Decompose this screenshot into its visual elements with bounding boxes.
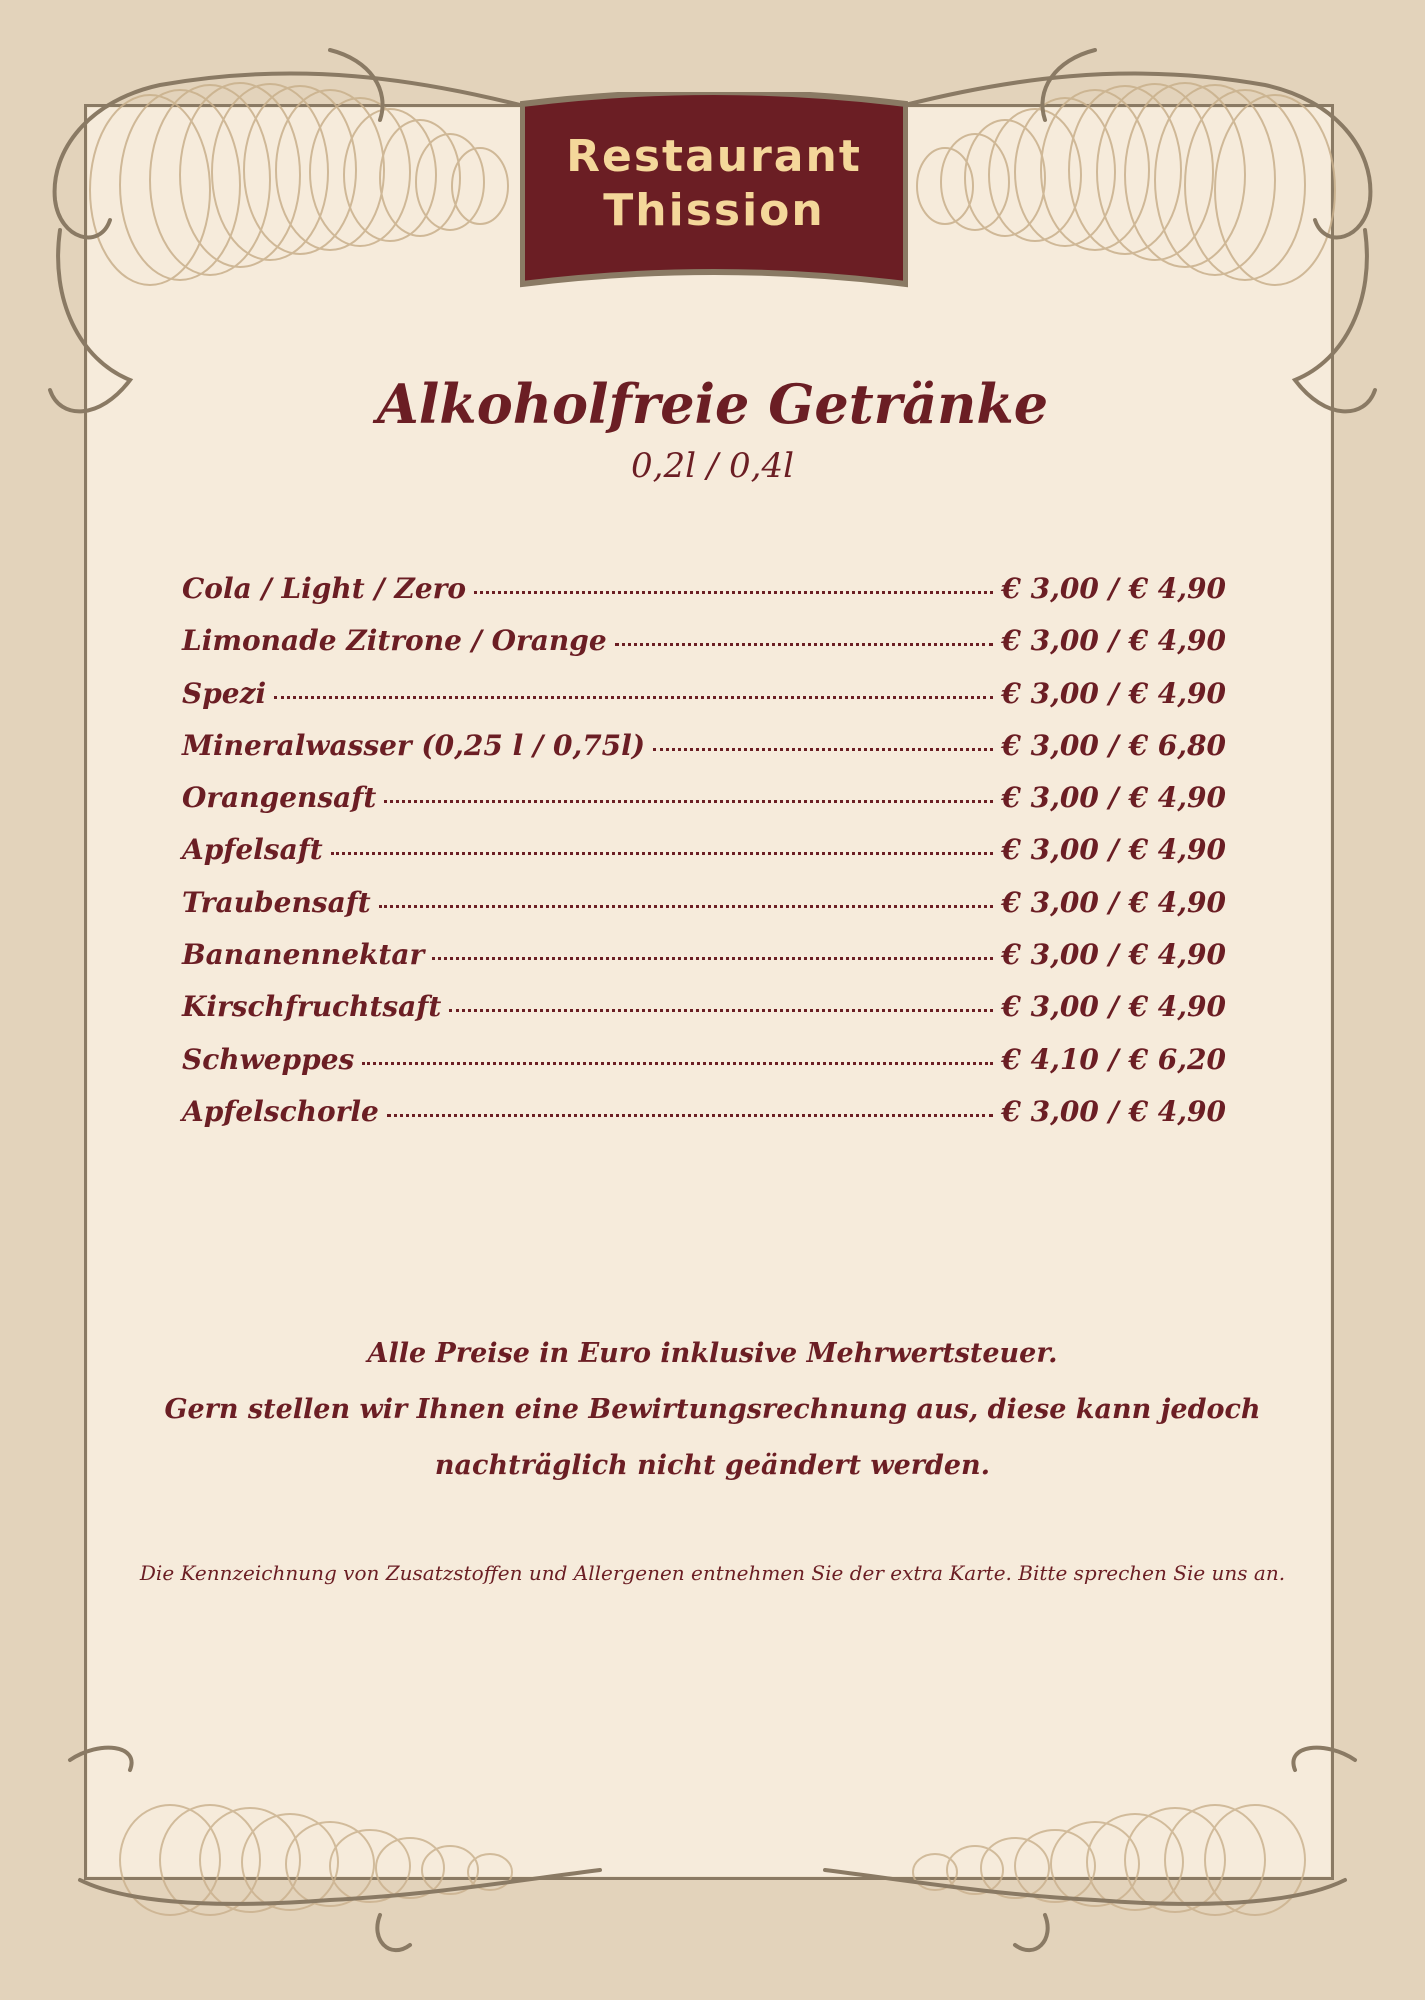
menu-item [182,729,1226,781]
item-price: € 4,10 / € 6,20 [1001,1042,1226,1076]
item-name: Schweppes [182,1042,355,1076]
dot-leader [274,696,993,699]
menu-item [182,990,1226,1042]
menu-item [182,886,1226,938]
item-name: Traubensaft [182,885,371,919]
dot-leader [384,800,993,803]
restaurant-logo [520,130,908,238]
allergen-note: Die Kennzeichnung von Zusatzstoffen und Allergenen entnehmen Sie der extra Karte. Bitte sprechen Sie uns an. [139,1561,1286,1585]
dot-leader [387,1114,994,1117]
menu-sizes: 0,2l / 0,4l [631,446,794,486]
menu-title: Alkoholfreie Getränke [376,372,1049,436]
dot-leader [379,905,994,908]
menu-item [182,1095,1226,1147]
item-price: € 3,00 / € 4,90 [1001,885,1226,919]
item-name: Bananennektar [182,938,425,972]
dot-leader [362,1062,993,1065]
item-price: € 3,00 / € 4,90 [1001,990,1226,1024]
dot-leader [474,591,993,594]
menu-item [182,833,1226,885]
dot-leader [331,852,994,855]
menu-item [182,677,1226,729]
item-name: Apfelsaft [182,833,323,867]
dot-leader [653,748,993,751]
item-price: € 3,00 / € 4,90 [1001,624,1226,658]
item-name: Orangensaft [182,781,377,815]
menu-item [182,938,1226,990]
item-price: € 3,00 / € 4,90 [1001,833,1226,867]
item-name: Mineralwasser (0,25 l / 0,75l) [182,728,646,762]
menu-item [182,781,1226,833]
price-info-line1: Alle Preise in Euro inklusive Mehrwertsteuer. [367,1338,1058,1369]
item-price: € 3,00 / € 6,80 [1001,728,1226,762]
price-info-line3: nachträglich nicht geändert werden. [434,1450,991,1481]
price-info-line2: Gern stellen wir Ihnen eine Bewirtungsrechnung aus, diese kann jedoch [164,1394,1261,1425]
dot-leader [432,957,993,960]
item-name: Kirschfruchtsaft [182,990,442,1024]
price-info [0,1326,1425,1494]
item-name: Cola / Light / Zero [182,572,467,605]
item-price: € 3,00 / € 4,90 [1001,676,1226,710]
item-name: Apfelschorle [182,1094,379,1128]
restaurant-name-line1: Restaurant [566,131,862,182]
item-price: € 3,00 / € 4,90 [1001,938,1226,972]
item-name: Spezi [182,676,267,710]
drinks-list [182,572,1226,1147]
menu-item [182,624,1226,676]
item-price: € 3,00 / € 4,90 [1001,1094,1226,1128]
menu-item [182,1043,1226,1095]
menu-item [182,572,1226,624]
item-price: € 3,00 / € 4,90 [1001,781,1226,815]
item-price: € 3,00 / € 4,90 [1001,572,1226,605]
dot-leader [449,1009,993,1012]
item-name: Limonade Zitrone / Orange [182,624,607,658]
restaurant-name-line2: Thission [603,185,825,236]
dot-leader [615,643,994,646]
